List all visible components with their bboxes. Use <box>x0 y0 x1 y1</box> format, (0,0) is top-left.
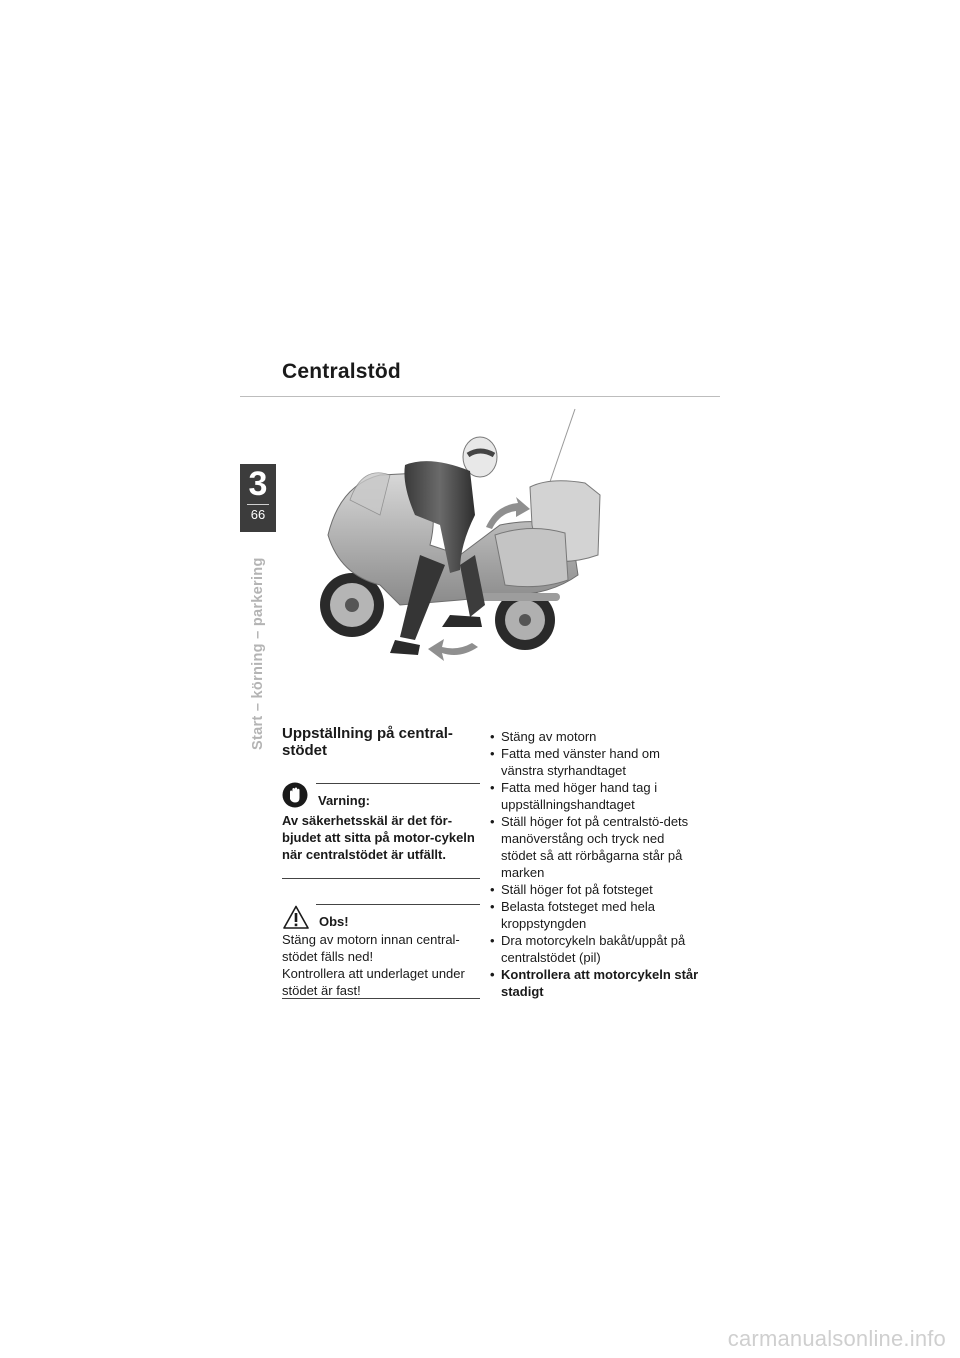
chapter-number: 3 <box>248 465 268 503</box>
section-heading: Uppställning på central-stödet <box>282 725 453 759</box>
note-notice <box>283 905 349 929</box>
step-list <box>490 728 700 1000</box>
list-item: • Kontrollera att motorcykeln står stadigt <box>490 966 700 1000</box>
warning-notice <box>282 782 370 808</box>
stop-hand-icon <box>282 782 308 808</box>
list-item: • Ställ höger fot på centralstö-dets manöverstång och tryck ned stödet så att rörbågarna står på marken <box>490 813 700 881</box>
list-item: • Belasta fotsteget med hela kroppstyngden <box>490 898 700 932</box>
note-paragraph: Kontrollera att underlaget under stödet är fast! <box>282 966 465 998</box>
note-bottom-rule <box>282 998 480 999</box>
note-text <box>282 931 482 999</box>
list-item: • Fatta med vänster hand om vänstra styrhandtaget <box>490 745 700 779</box>
list-item: • Fatta med höger hand tag i uppställningshandtaget <box>490 779 700 813</box>
watermark: carmanualsonline.info <box>727 1326 946 1351</box>
warning-text: Av säkerhetsskäl är det för-bjudet att sitta på motor-cykeln när centralstödet är utfällt. <box>282 813 475 862</box>
list-item: • Stäng av motorn <box>490 728 700 745</box>
list-item: • Ställ höger fot på fotsteget <box>490 881 700 898</box>
chapter-separator <box>247 504 269 505</box>
note-paragraph: Stäng av motorn innan central-stödet fälls ned! <box>282 932 460 964</box>
chapter-side-label: Start – körning – parkering <box>250 557 266 750</box>
motorcycle-centerstand-illustration <box>310 405 630 673</box>
page-number: 66 <box>250 507 266 522</box>
warning-label: Varning: <box>318 793 371 808</box>
warning-bottom-rule <box>282 878 480 879</box>
exclamation-triangle-icon <box>283 905 309 929</box>
chapter-tab <box>240 464 276 532</box>
page-title: Centralstöd <box>282 360 401 383</box>
list-item: • Dra motorcykeln bakåt/uppåt på centralstödet (pil) <box>490 932 700 966</box>
title-divider <box>240 396 720 397</box>
note-label: Obs! <box>319 914 349 929</box>
